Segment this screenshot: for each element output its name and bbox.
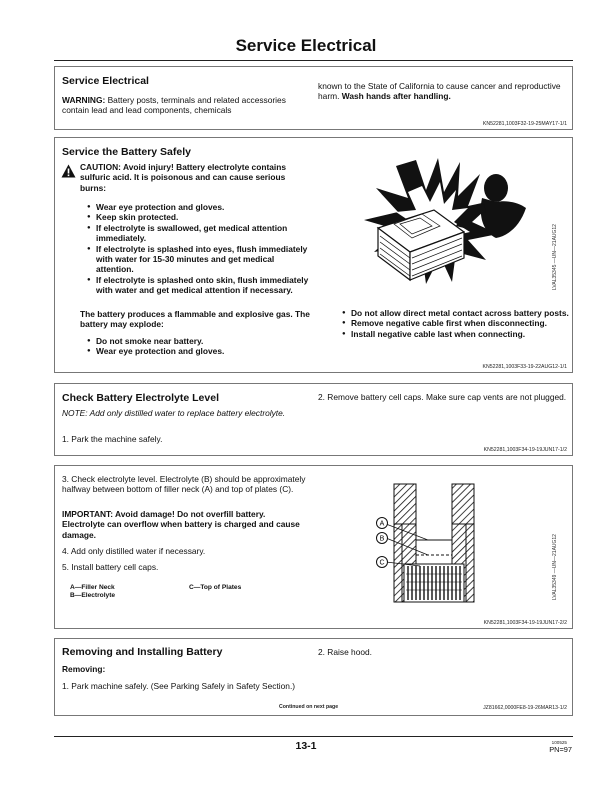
continued-note: Continued on next page bbox=[279, 704, 339, 710]
step-2-text: 2. Remove battery cell caps. Make sure cap vents are not plugged. bbox=[318, 392, 567, 402]
reference-code: JZ81662,0000FE8-19-26MAR13-1/2 bbox=[483, 705, 567, 711]
footer-rule bbox=[54, 736, 573, 737]
warning-triangle-icon bbox=[61, 164, 76, 178]
section-title: Service the Battery Safely bbox=[62, 146, 191, 158]
legend-c: C—Top of Plates bbox=[189, 584, 242, 591]
note-text: NOTE: Add only distilled water to replace battery electrolyte. bbox=[62, 408, 286, 418]
legend-a: A—Filler Neck bbox=[70, 584, 115, 591]
cable-bullet-list bbox=[342, 308, 570, 339]
caution-text: CAUTION: Avoid injury! Battery electrolyte contains sulfuric acid. It is poisonous and can cause serious burns: bbox=[80, 162, 286, 193]
image-code: LVAL35349 —UN—21AUG12 bbox=[552, 534, 558, 600]
bullet-item: ● Wear eye protection and gloves. bbox=[87, 202, 309, 212]
reference-code: KN52281,1003F34-19-19JUN17-2/2 bbox=[483, 620, 567, 626]
important-text: IMPORTANT: Avoid damage! Do not overfill battery. Electrolyte can overflow when battery is charged and cause damage. bbox=[62, 509, 300, 540]
section-title: Service Electrical bbox=[62, 75, 149, 87]
legend-b: B—Electrolyte bbox=[70, 592, 116, 599]
section-title: Removing and Installing Battery bbox=[62, 646, 223, 658]
title-rule bbox=[54, 60, 573, 61]
bullet-item: ● Do not smoke near battery. bbox=[87, 336, 309, 346]
step-5-text: 5. Install battery cell caps. bbox=[62, 562, 159, 572]
explosion-bullet-list bbox=[87, 336, 309, 357]
reference-code: KN52281,1003F32-19-25MAY17-1/1 bbox=[482, 121, 567, 127]
pn-number: PN=97 bbox=[549, 745, 572, 754]
callout-b: B bbox=[379, 535, 385, 543]
step-4-text: 4. Add only distilled water if necessary. bbox=[62, 546, 206, 556]
section-title: Check Battery Electrolyte Level bbox=[62, 392, 219, 404]
bullet-item: ● If electrolyte is splashed onto skin, flush immediately with water and get medical attention if necessary. bbox=[87, 275, 309, 296]
bullet-item: ● Do not allow direct metal contact across battery posts. bbox=[342, 308, 570, 318]
page-title: Service Electrical bbox=[235, 36, 377, 55]
page-number: 13-1 bbox=[295, 740, 317, 752]
wash-hands-text: Wash hands after handling. bbox=[341, 91, 451, 102]
warning-text bbox=[62, 95, 308, 116]
battery-explosion-illustration bbox=[356, 152, 546, 292]
reference-code: KN52281,1003F34-19-19JUN17-1/2 bbox=[483, 447, 567, 453]
battery-cell-diagram bbox=[370, 478, 550, 608]
explosive-text: The battery produces a flammable and explosive gas. The battery may explode: bbox=[80, 309, 310, 330]
callout-a: A bbox=[379, 520, 385, 528]
step-1-text: 1. Park the machine safely. bbox=[62, 434, 163, 444]
warning-text-cont bbox=[318, 81, 568, 102]
reference-code: KN52281,1003F33-19-22AUG12-1/1 bbox=[482, 364, 567, 370]
bullet-item: ● If electrolyte is swallowed, get medical attention immediately. bbox=[87, 223, 309, 244]
warning-label: WARNING: bbox=[62, 95, 106, 105]
callout-c: C bbox=[379, 559, 385, 567]
safety-bullet-list bbox=[87, 202, 309, 296]
removing-heading: Removing: bbox=[62, 664, 106, 674]
bullet-item: ● Install negative cable last when connecting. bbox=[342, 329, 570, 339]
warning-body: Battery posts, terminals and related accessories contain lead and lead components, chemicals bbox=[62, 95, 286, 116]
image-code: LVAL35345 —UN—21AUG12 bbox=[552, 224, 558, 290]
warning-body-2: known to the State of California to cause cancer and reproductive harm. bbox=[318, 81, 561, 102]
bullet-item: ● Remove negative cable first when disconnecting. bbox=[342, 318, 570, 328]
bullet-item: ● Wear eye protection and gloves. bbox=[87, 346, 309, 356]
bullet-item: ● If electrolyte is splashed into eyes, flush immediately with water for 15-30 minutes and get medical attention. bbox=[87, 244, 309, 275]
footer-code: 100525 bbox=[551, 740, 567, 745]
remove-step-1: 1. Park machine safely. (See Parking Safely in Safety Section.) bbox=[62, 681, 296, 691]
step-3-text: 3. Check electrolyte level. Electrolyte (B) should be approximately halfway between bottom of filler neck (A) and top of plates (C). bbox=[62, 474, 306, 495]
remove-step-2: 2. Raise hood. bbox=[318, 647, 373, 657]
bullet-item: ● Keep skin protected. bbox=[87, 212, 309, 222]
